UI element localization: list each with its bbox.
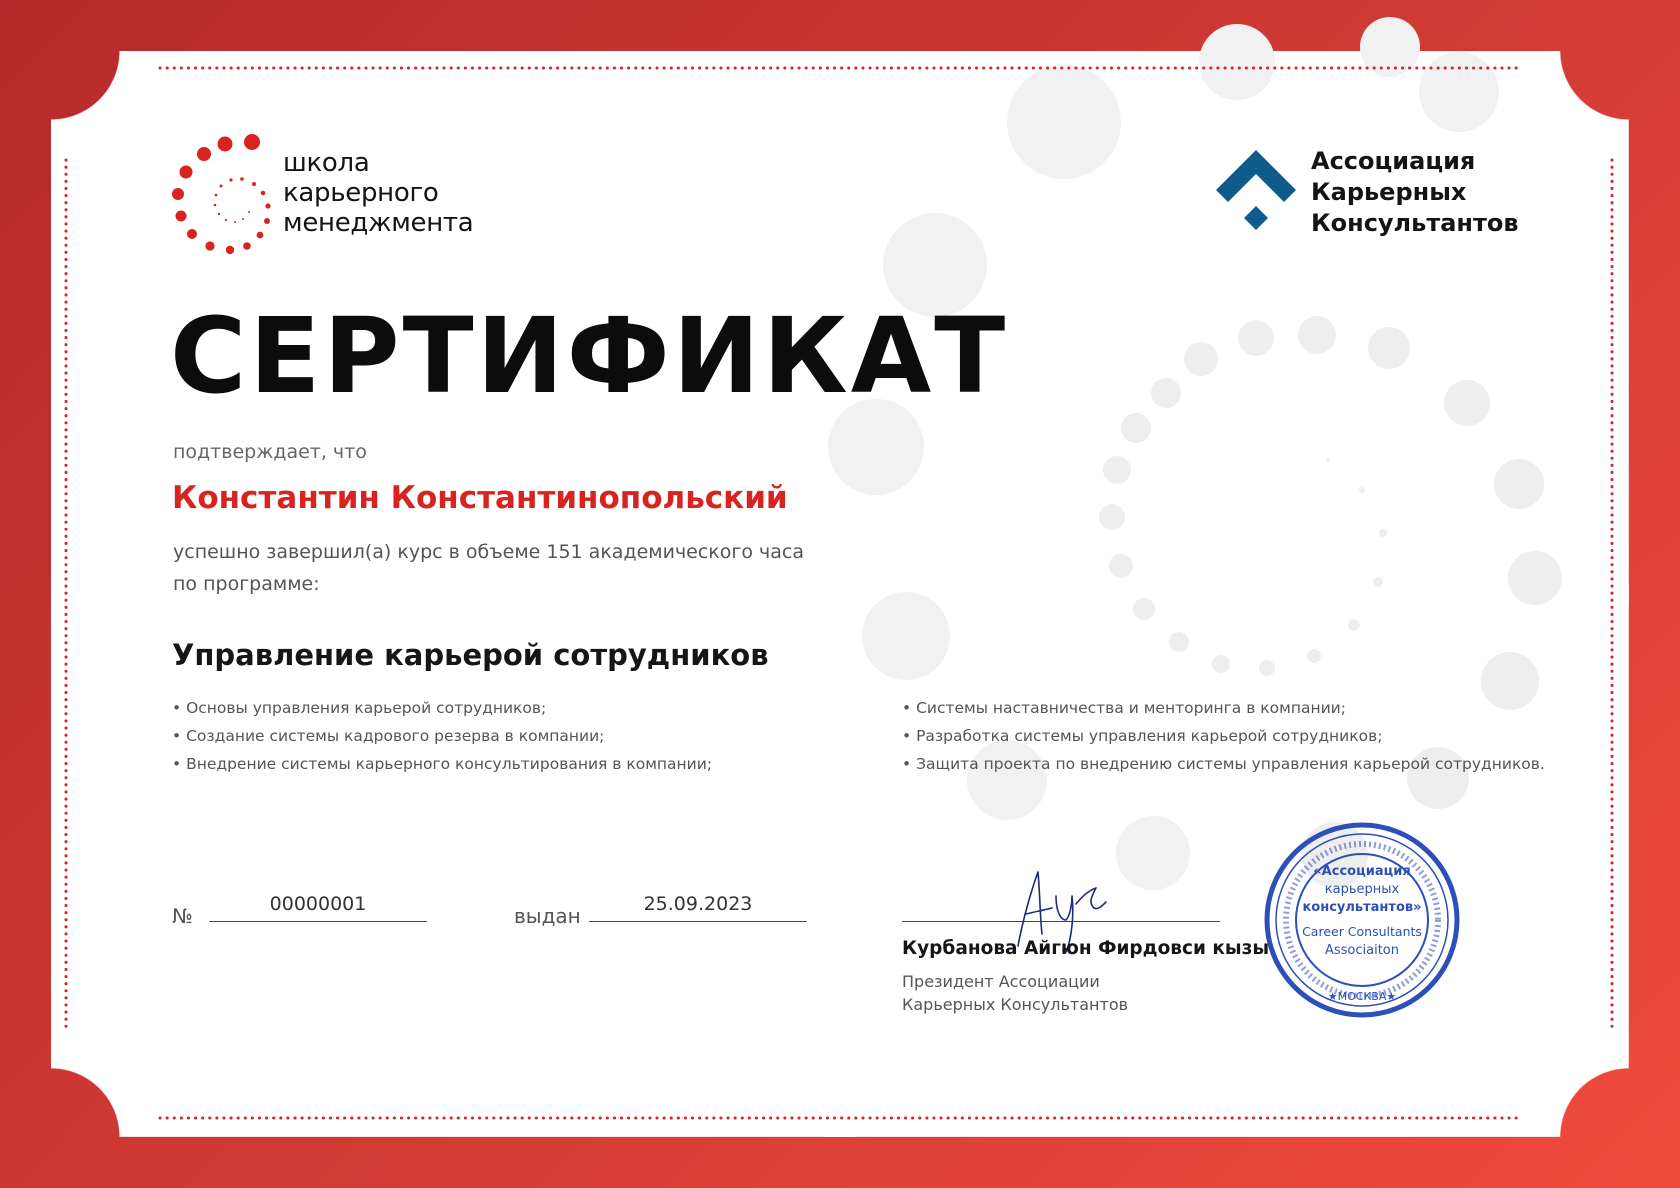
school-logo-line: карьерного [283,178,439,208]
association-logo-line: Ассоциация [1311,147,1476,175]
topics-list-right [902,694,1545,778]
topic-item: • Основы управления карьерой сотрудников; [172,699,547,717]
association-logo-line: Консультантов [1311,209,1519,237]
school-logo-line: менеджмента [283,208,474,238]
number-label: № [172,904,193,928]
signer-role-line: Президент Ассоциации [902,972,1100,991]
number-underline [209,921,427,922]
topic-item: • Внедрение системы карьерного консультирования в компании; [172,755,713,773]
stamp-city: ★МОСКВА★ [1327,990,1397,1003]
school-logo-text [283,148,473,238]
issued-underline [589,921,807,922]
stamp-line: «Ассоциация [1313,864,1411,879]
confirms-text: подтверждает, что [173,441,367,463]
stamp-line: консультантов» [1302,900,1422,915]
signer-name: Курбанова Айгюн Фирдовси кызы [902,938,1270,959]
issued-date: 25.09.2023 [643,893,753,915]
topic-item: • Разработка системы управления карьерой сотрудников; [902,727,1383,745]
issued-label: выдан [514,904,581,928]
completion-line: по программе: [173,573,320,595]
association-logo-text [1311,146,1519,239]
association-logo-line: Карьерных [1311,178,1467,206]
recipient-name: Константин Константинопольский [172,480,788,516]
signer-role-line: Карьерных Консультантов [902,995,1129,1014]
completion-line: успешно завершил(а) курс в объеме 151 академического часа [173,541,805,563]
program-title: Управление карьерой сотрудников [172,638,769,672]
signer-role [902,970,1128,1016]
topic-item: • Создание системы кадрового резерва в компании; [172,727,605,745]
topic-item: • Системы наставничества и менторинга в компании; [902,699,1346,717]
stamp-line: карьерных [1324,882,1400,897]
completion-text [173,536,873,600]
number-value: 00000001 [269,893,367,915]
school-logo-line: школа [283,148,370,178]
topic-item: • Защита проекта по внедрению системы управления карьерой сотрудников. [902,755,1545,773]
certificate-title: СЕРТИФИКАТ [170,295,1009,417]
topics-list-left [172,694,712,778]
stamp-line: Associaiton [1324,943,1400,958]
house-diamond-logo-icon [1214,148,1298,232]
stamp-line: Career Consultants [1302,924,1422,939]
